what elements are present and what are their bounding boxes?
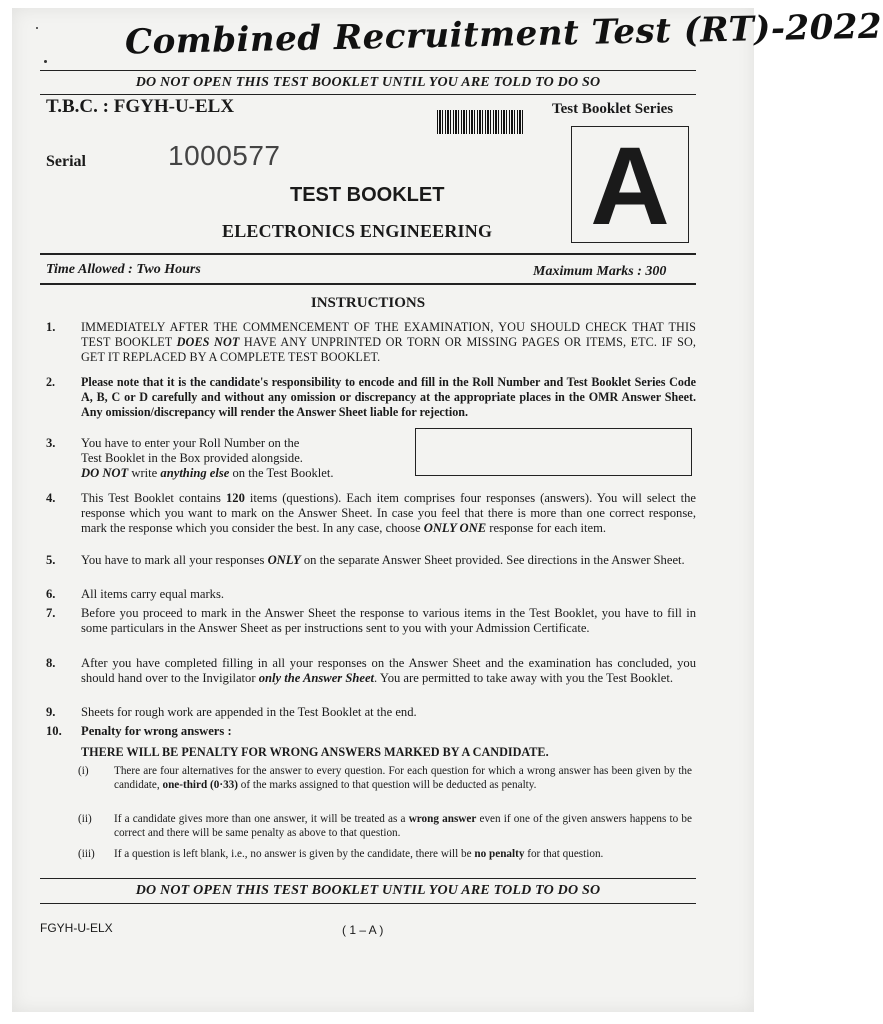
item-number: 1. (46, 320, 56, 334)
series-box (571, 124, 689, 248)
item-number: 9. (46, 705, 56, 719)
instruction-item (40, 606, 696, 636)
item-text: Before you proceed to mark in the Answer Sheet the response to various items in the Test Booklet, you have to fill in some particulars in the Answer Sheet as per instructions sent to you with your Admission Certificate. (81, 606, 696, 635)
item-text: even if one of the given answers happens to be correct and there will be same penalty as above to that question. (114, 813, 692, 839)
instruction-item (40, 587, 696, 602)
penalty-item (78, 847, 692, 861)
item-text: You have to enter your Roll Number on the (81, 436, 300, 450)
item-number: (iii) (78, 848, 95, 860)
item-text: response for each item. (486, 520, 607, 535)
item-text: HAVE ANY UNPRINTED OR TORN OR MISSING PAGES OR ITEMS, ETC. IF SO, GET IT REPLACED BY A COMPLETE TEST BOOKLET. (81, 334, 697, 364)
item-emphasis: ONLY (267, 553, 301, 567)
series-label: Test Booklet Series (552, 101, 674, 117)
instruction-item (40, 375, 696, 419)
penalty-item (78, 764, 692, 792)
item-text: of the marks assigned to that question will be deducted as penalty. (237, 779, 537, 791)
ink-dot (44, 60, 47, 63)
serial-number: 1000577 (168, 140, 281, 171)
instruction-item (40, 553, 696, 568)
item-text: on the separate Answer Sheet provided. See directions in the Answer Sheet. (300, 553, 685, 567)
item-text: Test Booklet in the Box provided alongside. (81, 450, 303, 465)
item-number: 5. (46, 553, 56, 567)
item-text: Penalty for wrong answers : (81, 724, 232, 738)
instruction-item (40, 656, 696, 686)
item-emphasis: only the Answer Sheet (258, 670, 375, 685)
time-allowed: Time Allowed : Two Hours (46, 262, 201, 277)
item-number: 7. (46, 606, 56, 620)
item-text: for that question. (524, 848, 604, 860)
rule (40, 94, 696, 95)
roll-number-box[interactable] (415, 428, 692, 476)
rule (40, 903, 696, 904)
item-text: This Test Booklet contains (81, 491, 226, 505)
instructions-title: INSTRUCTIONS (310, 295, 426, 311)
item-emphasis: 120 (225, 491, 245, 505)
item-text: All items carry equal marks. (81, 587, 225, 601)
warning-top: DO NOT OPEN THIS TEST BOOKLET UNTIL YOU ARE TOLD TO DO SO (135, 75, 601, 90)
item-text: If a candidate gives more than one answer, it will be treated as a (114, 813, 409, 825)
penalty-item (78, 812, 692, 840)
item-text: Please note that it is the candidate's responsibility to encode and fill in the Roll Number and Test Booklet Series Code A, B, C or D carefully and without any omission or discrepancy at the appropriate places in the OMR Answer Sheet. Any omission/discrepancy will render the Answer Sheet liable for rejection. (81, 375, 696, 419)
subject-title: ELECTRONICS ENGINEERING (222, 221, 493, 241)
item-text: There are four alternatives for the answer to every question. For each question for which a wrong answer has been given by the candidate, (114, 765, 692, 791)
barcode (437, 110, 525, 134)
warning-bottom: DO NOT OPEN THIS TEST BOOKLET UNTIL YOU ARE TOLD TO DO SO (135, 883, 601, 898)
item-text: items (questions). Each item comprises four responses (answers). You will select the response which you want to mark on the Answer Sheet. In case you feel that there is more than one correct response, mark the response which you consider the best. In any case, choose (81, 491, 696, 535)
rule (40, 283, 696, 285)
serial-label: Serial (46, 153, 86, 170)
instruction-item (40, 491, 696, 535)
item-text: write (128, 465, 161, 480)
page-number: ( 1 – A ) (342, 923, 384, 937)
instruction-item (40, 724, 696, 739)
handwritten-header: Combined Recruitment Test (RT)-2022 (124, 6, 883, 63)
penalty-heading: THERE WILL BE PENALTY FOR WRONG ANSWERS MARKED BY A CANDIDATE. (81, 745, 549, 759)
item-text: Sheets for rough work are appended in the Test Booklet at the end. (81, 705, 417, 719)
item-number: 4. (46, 491, 56, 505)
item-text: IMMEDIATELY AFTER THE COMMENCEMENT OF THE EXAMINATION, YOU SHOULD CHECK THAT THIS TEST BOOKLET (81, 320, 696, 349)
item-number: (i) (78, 765, 89, 777)
item-emphasis: ONLY ONE (423, 520, 487, 535)
item-text: on the Test Booklet. (229, 465, 334, 480)
item-number: 3. (46, 436, 56, 450)
item-number: 6. (46, 587, 56, 601)
instruction-item (40, 705, 696, 720)
series-letter: A (590, 124, 670, 248)
instruction-item (40, 320, 696, 364)
tbc-code: T.B.C. : FGYH-U-ELX (46, 96, 235, 117)
booklet-title: TEST BOOKLET (290, 184, 445, 206)
item-number: 10. (46, 724, 62, 738)
rule (40, 253, 696, 255)
item-emphasis: DOES NOT (176, 334, 240, 349)
item-emphasis: one-third (0·33) (162, 779, 238, 791)
item-number: 2. (46, 375, 56, 389)
maximum-marks: Maximum Marks : 300 (533, 264, 667, 279)
item-emphasis: anything else (160, 465, 230, 480)
item-emphasis: wrong answer (408, 813, 477, 825)
item-text: If a question is left blank, i.e., no answer is given by the candidate, there will be (114, 848, 475, 860)
rule (40, 878, 696, 879)
item-emphasis: no penalty (474, 848, 525, 860)
item-number: 8. (46, 656, 56, 670)
item-text: You have to mark all your responses (81, 553, 268, 567)
item-number: (ii) (78, 813, 92, 825)
item-text: . You are permitted to take away with you the Test Booklet. (374, 670, 674, 685)
item-text: After you have completed filling in all your responses on the Answer Sheet and the examination has concluded, you should hand over to the Invigilator (81, 656, 696, 685)
footer-code: FGYH-U-ELX (40, 921, 113, 935)
top-rule (40, 70, 696, 71)
ink-dot (36, 27, 38, 29)
item-emphasis: DO NOT (81, 465, 129, 480)
